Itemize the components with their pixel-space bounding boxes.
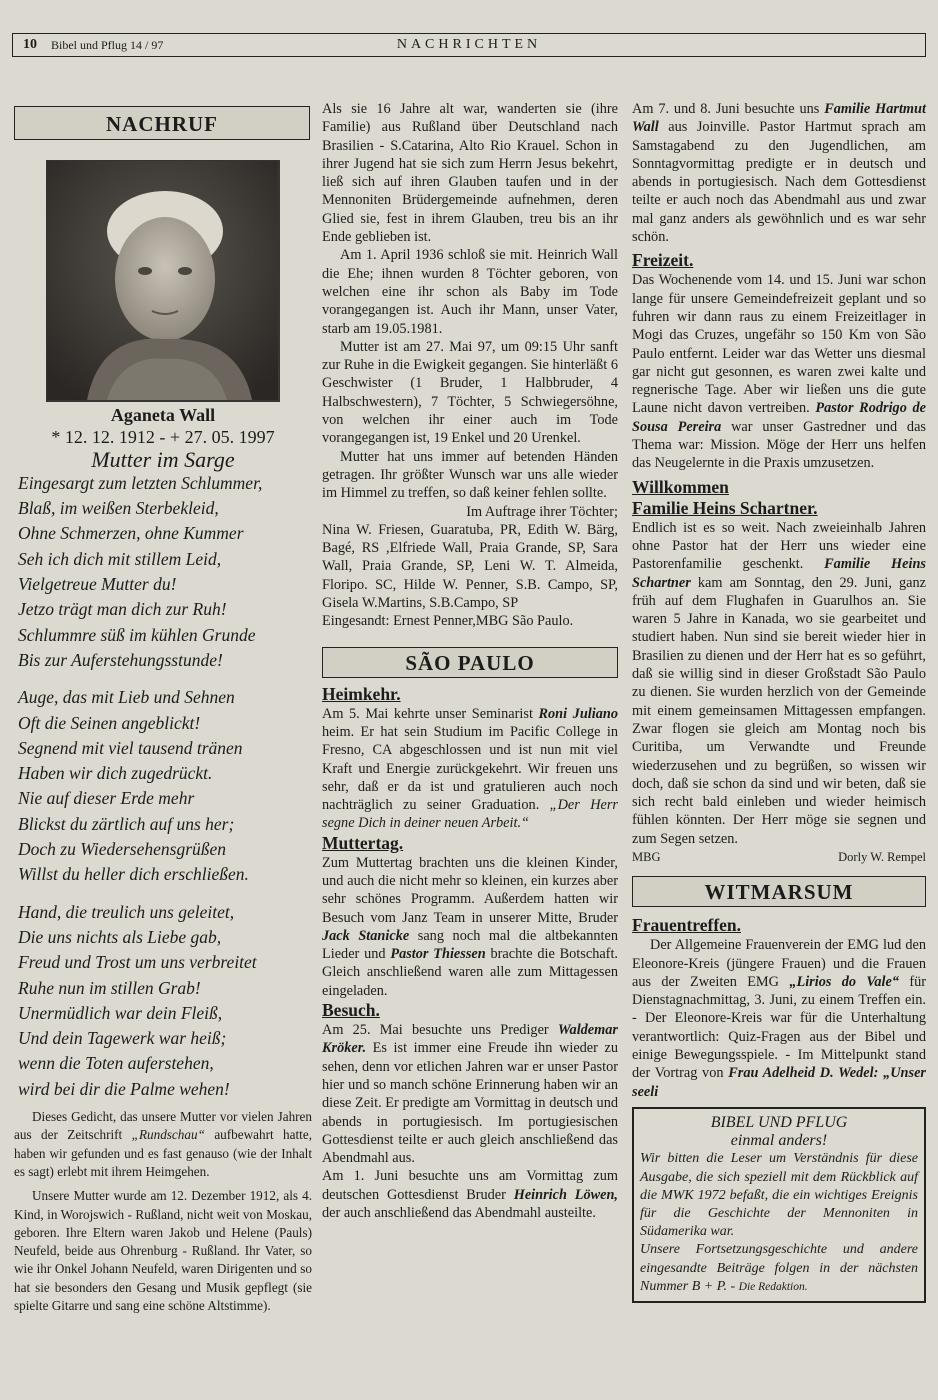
author-signature: [632, 848, 926, 866]
person-name: Waldemar Kröker.: [322, 1022, 618, 1057]
obituary-paragraph: Als sie 16 Jahre alt war, wanderten sie (ihre Familie) aus Rußland über Deutschland nach Brasilien - S.Catarina, Alto Rio Krauel. Schon in ihrer Jugend hat sie sich zum Herrn Jesus bekehrt, ließ sich auf ihren Glauben taufen und in der Mennoniten Brüdergemeinde aufnehmen, deren Glied sie, fest in ihrem Glauben, treu bis an ihr Ende geblieben ist.: [322, 101, 618, 246]
poem-line: Unermüdlich war dein Fleiß,: [18, 1002, 223, 1023]
heimkehr-paragraph: [322, 705, 618, 833]
notice-subtitle: einmal anders!: [730, 1132, 828, 1150]
person-name: Pastor Rodrigo de Sousa Pereira: [632, 400, 926, 435]
willkommen-subheading: Familie Heins Schartner.: [632, 497, 818, 518]
section-title: NACHRICHTEN: [396, 37, 542, 52]
besuch-paragraph-2: [322, 1167, 618, 1222]
person-name: Familie Hartmut Wall: [632, 101, 926, 136]
obituary-paragraph: Am 1. April 1936 schloß sie mit. Heinrich Wall die Ehe; ihnen wurden 8 Töchter geboren, von welchen eine ihr schon als Baby im Tode vorangegangen ist. Auch ihr Mann, unser Vater, starb am 19.05.1981.: [322, 247, 618, 337]
poem-line: Vielgetreue Mutter du!: [18, 574, 177, 595]
obituary-paragraph: Mutter hat uns immer auf betenden Händen getragen. Ihr größter Wunsch war uns alle wieder im Himmel zu treffen, so daß keiner fehlen sollte.: [322, 448, 618, 502]
frauentreffen-paragraph: [632, 936, 926, 1101]
text: kam am Sonntag, den 29. Juni, ganz früh auf dem Flughafen in Guarulhos an. Sie waren 5 Jahre in Kanada, wo sie gearbeitet und studiert haben. Nun sind sie bereit wieder hier in Brasilien zu dienen und der Herr hat es so geführt, daß sie willig sind in dieser Großstadt São Paulo zu dienen. Sie wurden herzlich von der Gemeinde mit einem gemeinsamen Mittagessen empfangen. Zwar flogen sie gleich am Montag noch bis Curitiba, um Verwandte und Freunde wiederzusehen und zu begrüßen, so wissen wir doch, daß sie schon da sind und wir beten, daß sie sich recht bald einleben und wieder heimisch fühlen könnten. Der Herr möge sie segnen und zum Segen setzen.: [632, 574, 926, 847]
poem-title: Mutter im Sarge: [91, 446, 235, 472]
text: für Dienstagnachmittag, 3. Juni, zu einem Treffen ein. - Der Eleonore-Kreis war für die Unterhaltung verantwortlich: Quiz-Fragen aus der Bibel und einige Bewegungsspiele. - Im Mittelpunkt stand der Vortrag von: [632, 973, 926, 1082]
poem-stanza-3: [18, 900, 312, 1102]
editorial-notice-box: [632, 1107, 926, 1303]
poem-line: Und dein Tagewerk war heiß;: [18, 1028, 227, 1049]
note-intro: Dieses Gedicht, das unsere Mutter vor vielen Jahren aus der Zeitschrift: [14, 1109, 312, 1143]
sign-author: Dorly W. Rempel: [838, 849, 926, 864]
column-2: [322, 100, 618, 1222]
deceased-name: Aganeta Wall: [110, 405, 216, 425]
blessing-quote: „Der Herr segne Dich in deiner neuen Arbeit.“: [322, 797, 618, 832]
text: aus Joinville. Pastor Hartmut sprach am Samstagabend zu den Jugendlichen, am Sonntagvormittag predigte er in deutsch und abends in portugiesisch. Nach dem Gottesdienst teilte er auch noch das Abendmahl aus und zwar mal ganz anders als gewöhnlich und es war sehr schön.: [632, 119, 926, 246]
poem-line: Schlummre süß im kühlen Grunde: [18, 624, 256, 645]
poem-line: Bis zur Auferstehungsstunde!: [18, 649, 223, 670]
poem-line: Freud und Trost um uns verbreitet: [18, 952, 257, 973]
text: Am 1. Juni besuchte uns am Vormittag zum deutschen Gottesdienst Bruder: [322, 1168, 618, 1203]
page-header: [12, 33, 926, 57]
text: sang noch mal die altbekannten Lieder und: [322, 927, 618, 963]
note-source: „Rundschau“: [131, 1127, 205, 1143]
text: Am 5. Mai kehrte unser Seminarist: [322, 705, 539, 722]
notice-title: BIBEL UND PFLUG: [710, 1113, 848, 1131]
person-name: Familie Heins Schartner: [632, 556, 926, 591]
poem-line: Ruhe nun im stillen Grab!: [18, 977, 201, 998]
person-name: Jack Stanicke: [322, 927, 410, 944]
text: Unsere Fortsetzungsgeschichte und andere eingesandte Beiträge folgen in der nächsten Nummer B + P. -: [640, 1242, 918, 1294]
poem-line: Willst du heller dich erschließen.: [18, 864, 249, 885]
text: war unser Gastredner und das Thema war: Mission. Möge der Herr uns helfen das Neugelernte in die Praxis umzusetzen.: [632, 418, 926, 472]
familie-wall-paragraph: [632, 100, 926, 246]
text: brachte die Botschaft. Gleich anschließend waren alle zum Mittagessen eingeladen.: [322, 946, 618, 999]
text: der auch anschließend das Abendmahl austeilte.: [322, 1205, 596, 1222]
column-1: [14, 100, 312, 1315]
poem-line: Blickst du zärtlich auf uns her;: [18, 813, 235, 834]
text: Endlich ist es so weit. Nach zweieinhalb Jahren ohne Pastor hat der Herr uns wieder eine Pastorenfamilie geschenkt.: [632, 519, 926, 573]
portrait-photo: [46, 160, 280, 402]
poem-line: Doch zu Wiedersehensgrüßen: [18, 839, 227, 860]
biography-paragraph: Unsere Mutter wurde am 12. Dezember 1912, als 4. Kind, in Worojswich - Rußland, nicht weit von Moskau, geboren. Ihre Eltern waren Jakob und Helene (Pauls) Neufeld, beide aus Ohrenburg - Rußland. Ihr Vater, so wie ihr Onkel Johann Neufeld, waren Dirigenten und so hat sie besonders den Gesang und Musik gepflegt (sie spielte Gitarre und sang eine schöne Altstimme).: [14, 1188, 312, 1313]
notice-text-2: [640, 1241, 918, 1296]
group-name: „Lirios do Vale“: [789, 973, 899, 990]
text: Am 25. Mai besuchte uns Prediger: [322, 1022, 558, 1039]
poem-line: Oft die Seinen angeblickt!: [18, 712, 201, 733]
person-name: Roni Juliano: [538, 705, 618, 722]
poem-note: [14, 1108, 312, 1315]
text: Es ist immer eine Freude ihn wieder zu sehen, denn vor etlichen Jahren war er unser Pastor hier und so manch schöne Erinnerung haben wir an diese Zeit. Er predigte am Vormittag in deutsch und abends in portugiesisch. Im portugiesischen Gottesdienst teilte er auch gleich anschließend das Abendmahl aus.: [322, 1040, 618, 1167]
signoff-lead: Im Auftrage ihrer Töchter;: [466, 503, 618, 520]
person-name: Pastor Thiessen: [390, 946, 486, 963]
text: Zum Muttertag brachten uns die kleinen Kinder, und auch die nicht mehr so kleinen, ein kurzes aber sehr schönes Programm. Außerdem hatten wir Besuch vom Janz Team in unserer Mitte, Bruder: [322, 854, 618, 926]
life-dates: * 12. 12. 1912 - + 27. 05. 1997: [51, 427, 275, 448]
signoff-names: Nina W. Friesen, Guaratuba, PR, Edith W. Bärg, Bagé, RS ,Elfriede Wall, Praia Grande, SP, Sara Wall, Praia Grande, SP, Leni W. T. Almeida, Floripo. SC, Hilde W. Penner, S.B. Campo, SP, Gisela W.Martins, S.B.Campo, SP: [322, 521, 618, 612]
poem-line: wenn die Toten auferstehen,: [18, 1053, 214, 1074]
poem-line: Die uns nichts als Liebe gab,: [18, 926, 222, 947]
text: Der Allgemeine Frauenverein der EMG lud den Eleonore-Kreis (jüngere Frauen) und die Frauen aus der Zweiten EMG: [632, 937, 926, 990]
poem-line: Jetzo trägt man dich zur Ruh!: [18, 599, 227, 620]
poem-line: Seh ich dich mit stillem Leid,: [18, 548, 222, 569]
besuch-heading: Besuch.: [322, 1000, 380, 1021]
column-3: [632, 100, 926, 1303]
text: Am 7. und 8. Juni besuchte uns: [632, 101, 825, 117]
besuch-paragraph: [322, 1021, 618, 1167]
poem-line: Auge, das mit Lieb und Sehnen: [18, 687, 235, 708]
poem-line: Ohne Schmerzen, ohne Kummer: [18, 523, 244, 544]
poem-line: Haben wir dich zugedrückt.: [18, 763, 213, 784]
sao-paulo-heading: SÃO PAULO: [322, 647, 618, 678]
person-name: Heinrich Löwen,: [513, 1186, 618, 1203]
nachruf-heading: NACHRUF: [14, 106, 310, 140]
poem-stanza-1: [18, 471, 312, 673]
willkommen-paragraph: [632, 519, 926, 848]
text: heim. Er hat sein Studium im Pacific College in Fresno, CA abgeschlossen und ist nun mit viel Kraft und Energie zurückgekehrt. Wir freuen uns sehr, daß er da ist und gratulieren auch noch nachträglich zu seiner Graduation.: [322, 723, 618, 814]
person-name: Frau Adelheid D. Wedel: „Unser seeli: [632, 1065, 926, 1100]
freizeit-paragraph: [632, 271, 926, 472]
muttertag-paragraph: [322, 854, 618, 1000]
freizeit-heading: Freizeit.: [632, 250, 694, 271]
heimkehr-heading: Heimkehr.: [322, 683, 401, 704]
poem-line: Hand, die treulich uns geleitet,: [18, 901, 235, 922]
poem-stanza-2: [18, 685, 312, 887]
note-rest: aufbewahrt hatte, haben wir gefunden und es fast genauso (wie der Inhalt es sagt) erlebt mit ihrem Heimgehen.: [14, 1127, 312, 1179]
submitted-by: Eingesandt: Ernest Penner,MBG São Paulo.: [322, 613, 574, 630]
willkommen-heading: Willkommen: [632, 476, 729, 497]
witmarsum-heading: WITMARSUM: [632, 876, 926, 907]
poem-line: Eingesargt zum letzten Schlummer,: [18, 472, 263, 493]
text: Das Wochenende vom 14. und 15. Juni war schon lange für unsere Gemeindefreizeit geplant und so fuhren wir dann raus zu einem Freizeitlager in Mogi das Cruzes, ungefähr so 150 Km von São Paulo entfernt. Leider war das Wetter uns diesmal gar nicht gut gesonnen, es waren zwei kalte und regnerische Tage. Aber wir ließen uns die gute Laune nicht davon vertreiben.: [632, 272, 926, 417]
publication-issue: Bibel und Pflug 14 / 97: [51, 38, 164, 52]
poem: [14, 471, 312, 1102]
poem-line: wird bei dir die Palme wehen!: [18, 1078, 230, 1099]
notice-text: Wir bitten die Leser um Verständnis für diese Ausgabe, die sich speziell mit dem Rückblick auf die MWK 1972 befaßt, die ein wichtiges Ereignis für die Geschichte der Mennoniten in Südamerika war.: [640, 1151, 918, 1240]
obituary-paragraph: Mutter ist am 27. Mai 97, um 09:15 Uhr sanft zur Ruhe in die Ewigkeit gegangen. Sie hinterläßt 6 Geschwister (1 Bruder, 1 Halbbruder, 4 Halbschwestern), 7 Töchter, 5 Schwiegersöhne, von welchen ihr einer auch im Tode vorangegangen ist, 19 Enkel und 20 Urenkel.: [322, 338, 618, 447]
sign-org: MBG: [632, 849, 661, 864]
page-number: 10: [23, 37, 37, 52]
muttertag-heading: Muttertag.: [322, 832, 404, 853]
poem-line: Segnend mit viel tausend tränen: [18, 737, 243, 758]
notice-signature: Die Redaktion.: [738, 1280, 808, 1293]
poem-line: Blaß, im weißen Sterbekleid,: [18, 498, 219, 519]
poem-line: Nie auf dieser Erde mehr: [18, 788, 195, 809]
frauentreffen-heading: Frauentreffen.: [632, 915, 742, 936]
